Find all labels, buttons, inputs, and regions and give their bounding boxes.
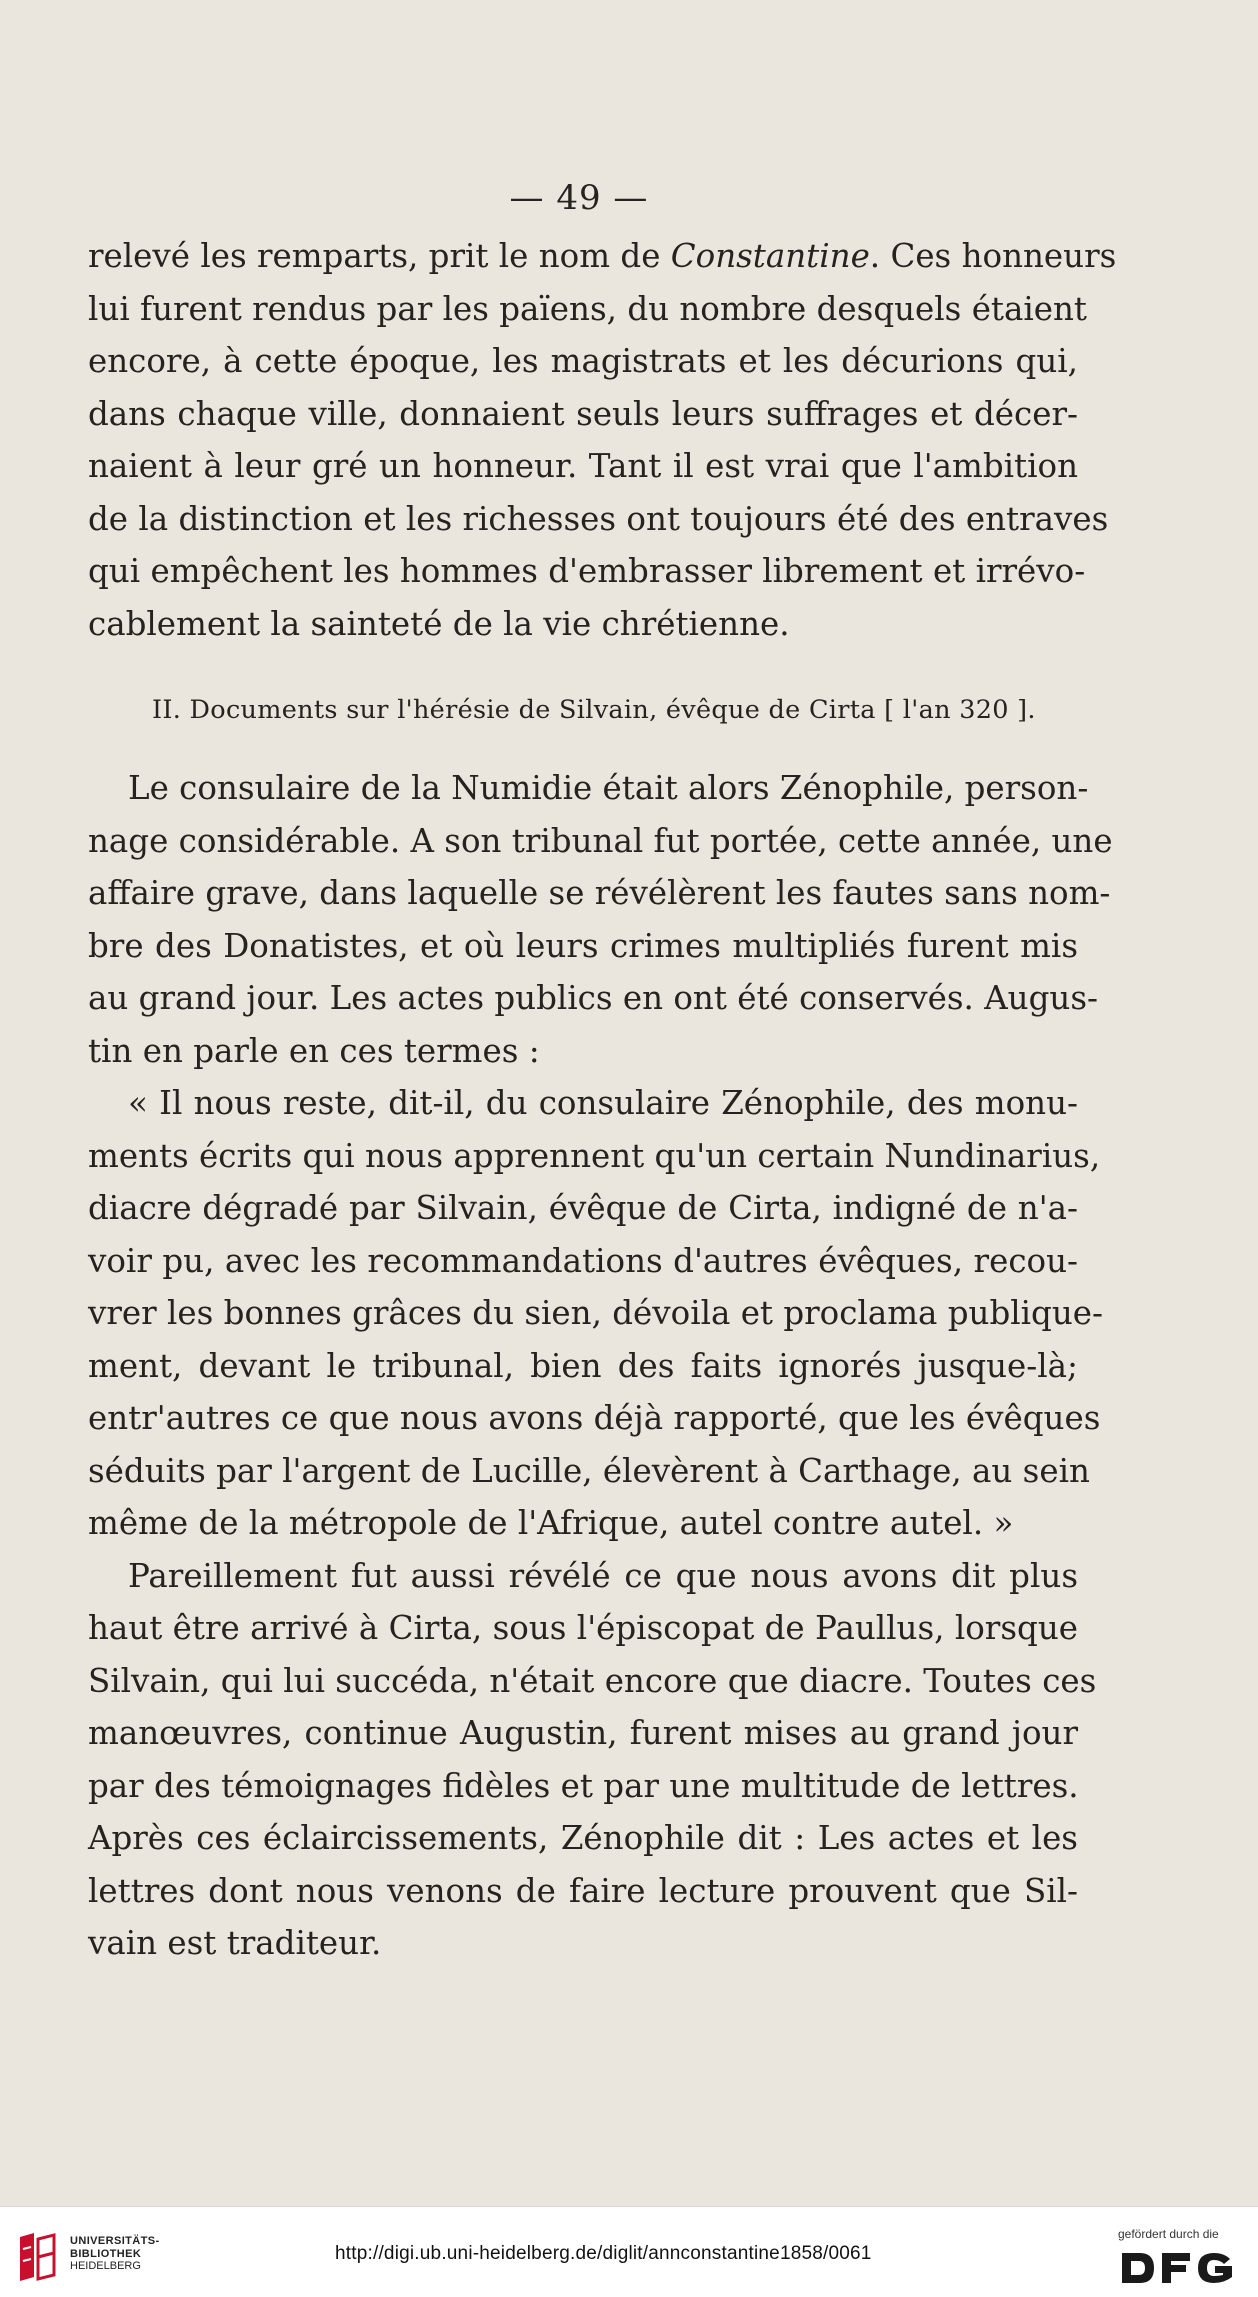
section-heading: II. Documents sur l'hérésie de Silvain, évêque de Cirta [ l'an 320 ]. [152,695,1036,725]
text-line: Après ces éclaircissements, Zénophile dit : Les actes et les [88,1819,1078,1857]
quote-line: diacre dégradé par Silvain, évêque de Cirta, indigné de n'a- [88,1189,1078,1227]
quote-line: vrer les bonnes grâces du sien, dévoila et proclama publique- [88,1294,1104,1332]
quote-line: ment, devant le tribunal, bien des faits ignorés jusque-là; [88,1346,1078,1385]
text-line: Le consulaire de la Numidie était alors Zénophile, person- [128,769,1089,807]
text-line: naient à leur gré un honneur. Tant il est vrai que l'ambition [88,447,1078,485]
funded-by-label: gefördert durch die [1118,2227,1219,2241]
quote-line: ments écrits qui nous apprennent qu'un certain Nundinarius, [88,1136,1101,1175]
library-name-line: UNIVERSITÄTS- [70,2235,160,2247]
text-line: tin en parle en ces termes : [88,1031,540,1070]
text-line: Pareillement fut aussi révélé ce que nous avons dit plus [128,1556,1078,1595]
text-line: Silvain, qui lui succéda, n'était encore que diacre. Toutes ces [88,1661,1097,1700]
quote-line: « Il nous reste, dit-il, du consulaire Zénophile, des monu- [128,1084,1078,1122]
text-line: de la distinction et les richesses ont toujours été des entraves [88,499,1109,538]
text-line: vain est traditeur. [88,1924,382,1962]
quote-line: séduits par l'argent de Lucille, élevèrent à Carthage, au sein [88,1451,1090,1490]
paragraph-continued [88,230,1117,650]
dfg-logo-icon[interactable] [1118,2249,1242,2287]
library-name-line: HEIDELBERG [70,2260,141,2272]
paragraph-main [88,762,1113,1970]
text-line: encore, à cette époque, les magistrats et les décurions qui, [88,342,1078,380]
university-library-logo-icon[interactable] [14,2229,62,2285]
quote-line: même de la métropole de l'Afrique, autel contre autel. » [88,1504,1014,1542]
text-line: dans chaque ville, donnaient seuls leurs suffrages et décer- [88,394,1078,433]
text-line: cablement la sainteté de la vie chrétienne. [88,604,790,643]
permalink-url[interactable]: http://digi.ub.uni-heidelberg.de/diglit/annconstantine1858/0061 [335,2243,872,2264]
text-line: nage considérable. A son tribunal fut portée, cette année, une [88,821,1113,860]
library-name [70,2235,160,2273]
text-line: lui furent rendus par les païens, du nombre desquels étaient [88,289,1087,328]
text-line: affaire grave, dans laquelle se révélèrent les fautes sans nom- [88,874,1111,912]
italic-text: Constantine [670,237,870,275]
library-name-line: BIBLIOTHEK [70,2247,142,2260]
text-line: haut être arrivé à Cirta, sous l'épiscopat de Paullus, lorsque [88,1609,1078,1647]
quote-line: voir pu, avec les recommandations d'autres évêques, recou- [88,1241,1078,1280]
quote-line: entr'autres ce que nous avons déjà rapporté, que les évêques [88,1399,1101,1437]
text-line: par des témoignages fidèles et par une multitude de lettres. [88,1766,1079,1805]
text-line: manœuvres, continue Augustin, furent mises au grand jour [88,1714,1078,1752]
text-line: au grand jour. Les actes publics en ont été conservés. Augus- [88,979,1098,1017]
text-line: lettres dont nous venons de faire lecture prouvent que Sil- [88,1871,1078,1910]
text-line: qui empêchent les hommes d'embrasser librement et irrévo- [88,552,1086,590]
text-line: relevé les remparts, prit le nom de Constantine. Ces honneurs [88,237,1117,275]
text-line: bre des Donatistes, et où leurs crimes multipliés furent mis [88,926,1078,965]
page-number: — 49 — [509,178,649,218]
digitization-footer [0,2206,1258,2297]
